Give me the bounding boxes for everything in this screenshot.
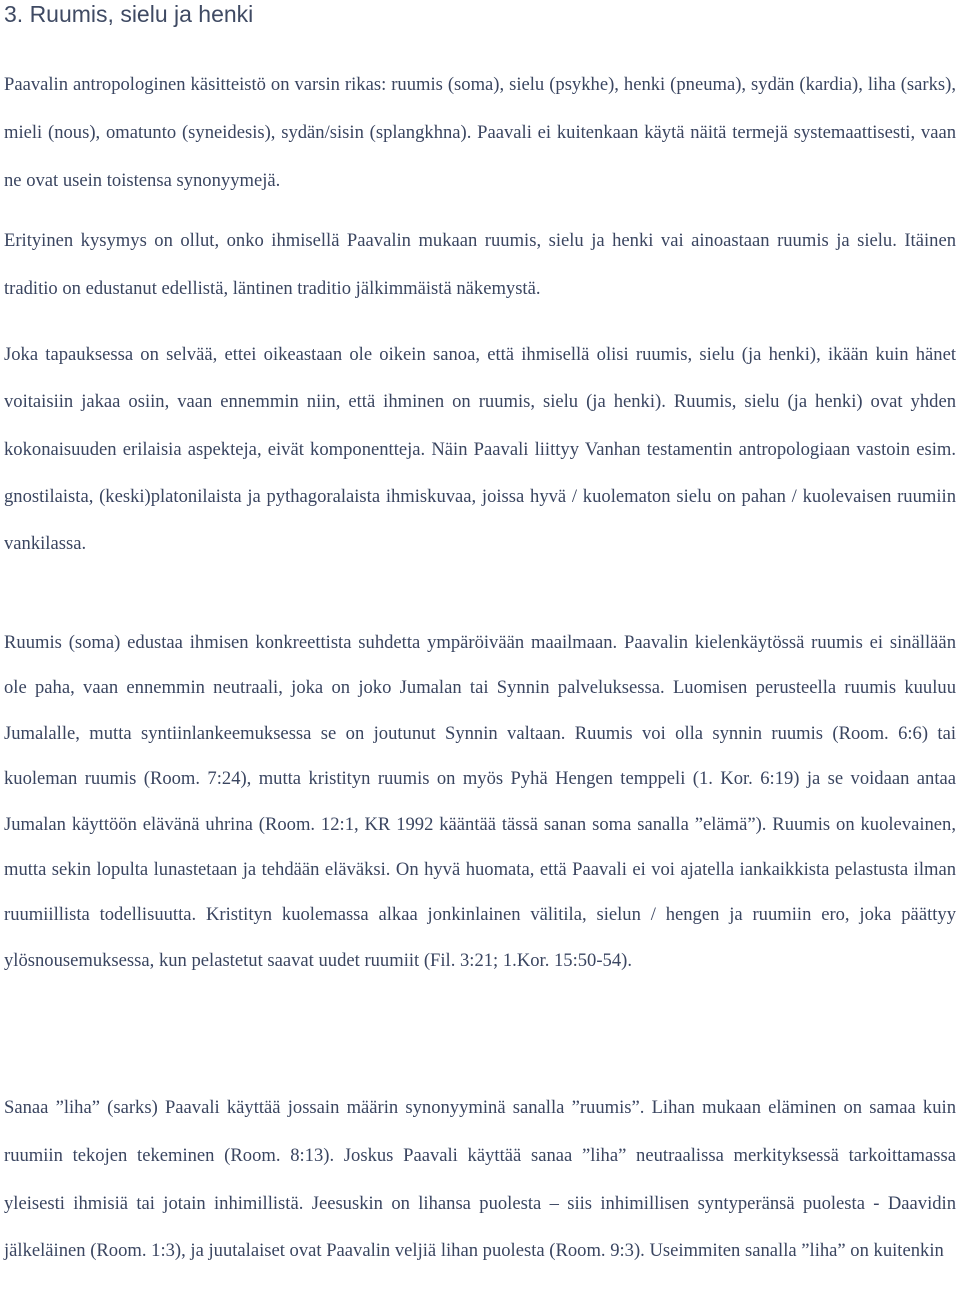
section-heading: 3. Ruumis, sielu ja henki [4,1,254,27]
paragraph-soma: Ruumis (soma) edustaa ihmisen konkreettista suhdetta ympäröivään maailmaan. Paavalin kielenkäytössä ruumis ei sinällään ole paha, vaan ennemmin neutraali, joka on joko Jumalan tai Synnin palveluksessa. Luomisen perusteella ruumis kuuluu Jumalalle, mutta syntiinlankeemuksessa se on joutunut Synnin valtaan. Ruumis voi olla synnin ruumis (Room. 6:6) tai kuoleman ruumis (Room. 7:24), mutta kristityn ruumis on myös Pyhä Hengen temppeli (1. Kor. 6:19) ja se voidaan antaa Jumalan käyttöön elävänä uhrina (Room. 12:1, KR 1992 kääntää tässä sanan soma sanalla ”elämä”). Ruumis on kuolevainen, mutta sekin lopulta lunastetaan ja tehdään eläväksi. On hyvä huomata, että Paavali ei voi ajatella iankaikkista pelastusta ilman ruumiillista todellisuutta. Kristityn kuolemassa alkaa jonkinlainen välitila, sielun / hengen ja ruumiin ero, joka päättyy ylösnousemuksessa, kun pelastetut saavat uudet ruumiit (Fil. 3:21; 1.Kor. 15:50-54). [4,632,956,971]
paragraph-traditions: Erityinen kysymys on ollut, onko ihmisellä Paavalin mukaan ruumis, sielu ja henki vai ainoastaan ruumis ja sielu. Itäinen traditio on edustanut edellistä, läntinen traditio jälkimmäistä näkemystä. [4,230,956,299]
paragraph-aspects: Joka tapauksessa on selvää, ettei oikeastaan ole oikein sanoa, että ihmisellä olisi ruumis, sielu (ja henki), ikään kuin hänet voitaisiin jakaa osiin, vaan ennemmin niin, että ihminen on ruumis, sielu (ja henki). Ruumis, sielu (ja henki) ovat yhden kokonaisuuden erilaisia aspekteja, eivät komponentteja. Näin Paavali liittyy Vanhan testamentin antropologiaan vastoin esim. gnostilaista, (keski)platonilaista ja pythagoralaista ihmiskuvaa, joissa hyvä / kuolematon sielu on pahan / kuolevaisen ruumiin vankilassa. [4,344,956,555]
paragraph-sarks: Sanaa ”liha” (sarks) Paavali käyttää jossain määrin synonyyminä sanalla ”ruumis”. Lihan mukaan eläminen on samaa kuin ruumiin tekojen tekeminen (Room. 8:13). Joskus Paavali käyttää sanaa ”liha” neutraalissa merkityksessä tarkoittamassa yleisesti ihmisiä tai jotain inhimillistä. Jeesuskin on lihansa puolesta – siis inhimillisen syntyperänsä puolesta - Daavidin jälkeläinen (Room. 1:3), ja juutalaiset ovat Paavalin veljiä lihan puolesta (Room. 9:3). Useimmiten sanalla ”liha” on kuitenkin [4,1097,956,1262]
paragraph-terminology: Paavalin antropologinen käsitteistö on varsin rikas: ruumis (soma), sielu (psykhe), henki (pneuma), sydän (kardia), liha (sarks), mieli (nous), omatunto (syneidesis), sydän/sisin (splangkhna). Paavali ei kuitenkaan käytä näitä termejä systemaattisesti, vaan ne ovat usein toistensa synonyymejä. [4,74,956,191]
